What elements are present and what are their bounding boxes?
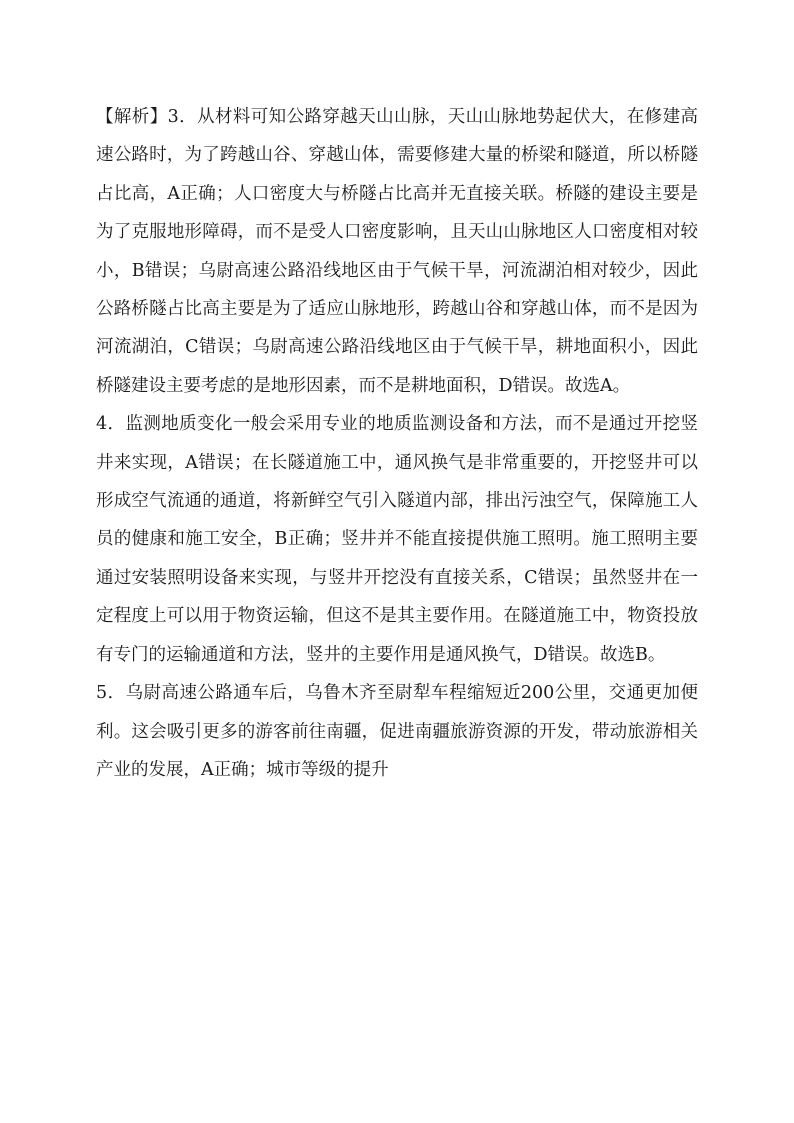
paragraph-q5: 5．乌尉高速公路通车后，乌鲁木齐至尉犁车程缩短近200公里，交通更加便利。这会吸引更多的游客前往南疆，促进南疆旅游资源的开发，带动旅游相关产业的发展，A正确；城市等级的提升 <box>96 683 698 780</box>
document-page <box>96 98 698 789</box>
paragraph-q4: 4．监测地质变化一般会采用专业的地质监测设备和方法，而不是通过开挖竖井来实现，A错误；在长隧道施工中，通风换气是非常重要的，开挖竖井可以形成空气流通的通道，将新鲜空气引入隧道内部，排出污浊空气，保障施工人员的健康和施工安全，B正确；竖井并不能直接提供施工照明。施工照明主要通过安装照明设备来实现，与竖井开挖没有直接关系，C错误；虽然竖井在一定程度上可以用于物资运输，但这不是其主要作用。在隧道施工中，物资投放有专门的运输通道和方法，竖井的主要作用是通风换气，D错误。故选B。 <box>96 414 698 665</box>
paragraph-analysis-q3: 【解析】3．从材料可知公路穿越天山山脉，天山山脉地势起伏大，在修建高速公路时，为了跨越山谷、穿越山体，需要修建大量的桥梁和隧道，所以桥隧占比高，A正确；人口密度大与桥隧占比高并无直接关联。桥隧的建设主要是为了克服地形障碍，而不是受人口密度影响，且天山山脉地区人口密度相对较小，B错误；乌尉高速公路沿线地区由于气候干旱，河流湖泊相对较少，因此公路桥隧占比高主要是为了适应山脉地形，跨越山谷和穿越山体，而不是因为河流湖泊，C错误；乌尉高速公路沿线地区由于气候干旱，耕地面积小，因此桥隧建设主要考虑的是地形因素，而不是耕地面积，D错误。故选A。 <box>96 107 698 396</box>
